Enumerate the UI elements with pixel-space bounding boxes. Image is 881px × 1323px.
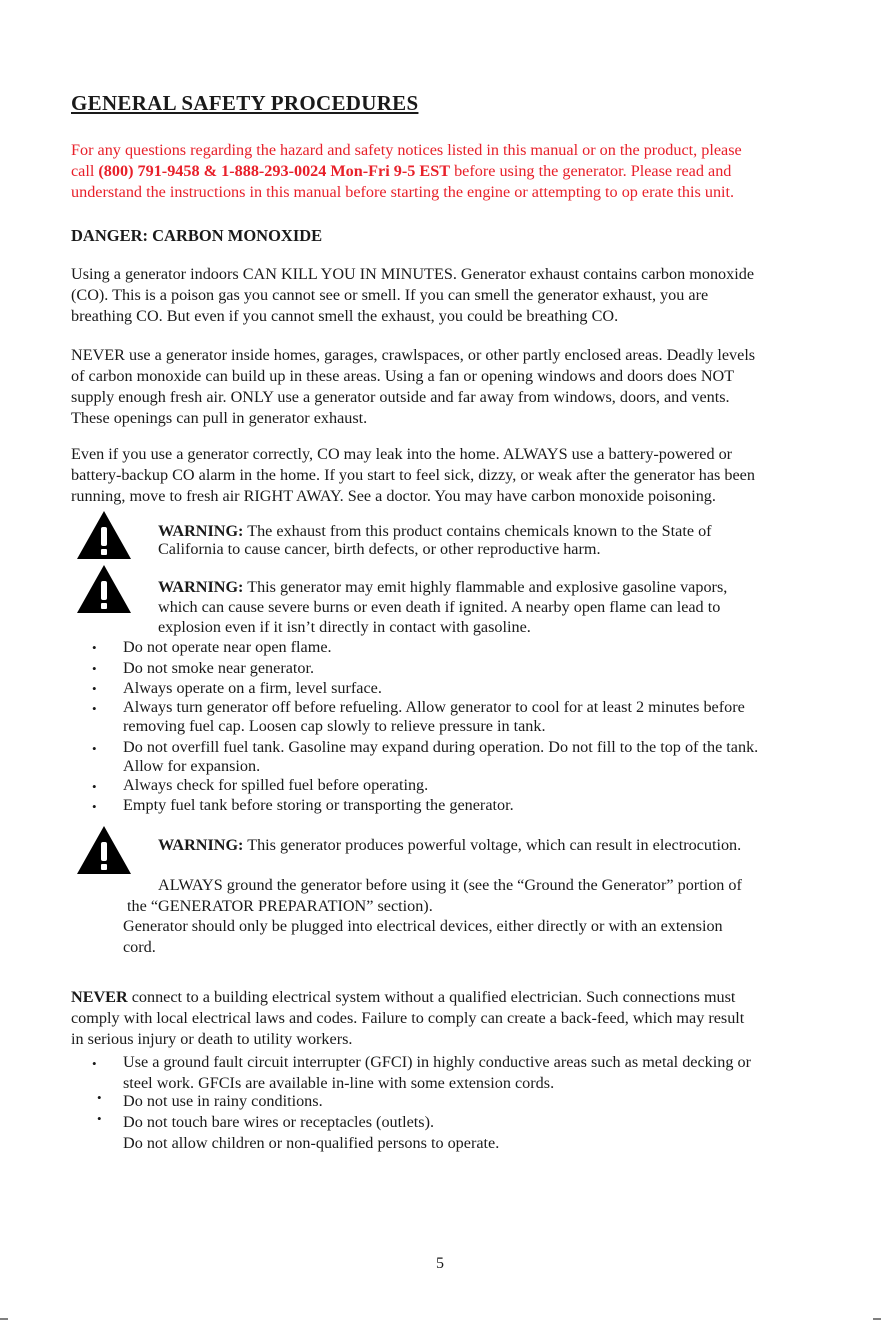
bullet-dot: • (92, 640, 97, 655)
para-2-line-3: supply enough fresh air. ONLY use a generator outside and far away from windows, doors, and vents. (71, 388, 730, 406)
bullet-dot: • (92, 661, 97, 676)
fuel-bullet-2: Do not smoke near generator. (123, 659, 315, 677)
bullet-dot: • (97, 1111, 102, 1126)
para-1-line-2: (CO). This is a poison gas you cannot see or smell. If you can smell the generator exhaust, you are (71, 286, 709, 304)
electric-bullet-3: Do not touch bare wires or receptacles (outlets). (123, 1113, 435, 1131)
electric-bullet-4: Do not allow children or non-qualified persons to operate. (123, 1134, 500, 1152)
bullet-dot: • (97, 1090, 102, 1105)
danger-heading: DANGER: CARBON MONOXIDE (71, 226, 323, 245)
crop-mark (873, 1315, 881, 1323)
warning-2-label: WARNING: (158, 578, 244, 596)
para-2-line-4: These openings can pull in generator exhaust. (71, 409, 368, 427)
bullet-dot: • (92, 779, 97, 794)
warning-3-text: This generator produces powerful voltage, which can result in electrocution. (243, 836, 742, 854)
never-text: connect to a building electrical system without a qualified electrician. Such connections must (127, 988, 736, 1006)
never-bold: NEVER (71, 988, 128, 1006)
never-line-1 (71, 987, 813, 1008)
ground-line-4: cord. (123, 938, 156, 956)
ground-line-2: the “GENERATOR PREPARATION” section). (127, 897, 433, 915)
electric-bullet-1: Use a ground fault circuit interrupter (GFCI) in highly conductive areas such as metal decking or (123, 1053, 751, 1071)
fuel-bullet-3: Always operate on a firm, level surface. (123, 679, 382, 697)
crop-mark (0, 1315, 8, 1323)
electric-bullet-1-cont: steel work. GFCIs are available in-line with some extension cords. (123, 1074, 555, 1092)
warning-1-label: WARNING: (158, 522, 244, 540)
para-3-line-1: Even if you use a generator correctly, CO may leak into the home. ALWAYS use a battery-powered or (71, 445, 733, 463)
para-3-line-2: battery-backup CO alarm in the home. If you start to feel sick, dizzy, or weak after the generator has been (71, 466, 755, 484)
warning-3-line-1 (158, 835, 741, 855)
warning-2-line-1 (158, 577, 727, 597)
bullet-dot: • (92, 799, 97, 814)
warning-2-line-2: which can cause severe burns or even death if ignited. A nearby open flame can lead to (158, 598, 721, 616)
notice-phone-numbers: (800) 791-9458 & 1-888-293-0024 Mon-Fri 9-5 EST (98, 162, 451, 180)
warning-3-label: WARNING: (158, 836, 244, 854)
fuel-bullet-1: Do not operate near open flame. (123, 638, 332, 656)
fuel-bullet-4-cont: removing fuel cap. Loosen cap slowly to relieve pressure in tank. (123, 717, 546, 735)
warning-triangle-icon (76, 510, 132, 560)
ground-line-3: Generator should only be plugged into electrical devices, either directly or with an extension (123, 917, 723, 935)
warning-2-text: This generator may emit highly flammable and explosive gasoline vapors, (243, 578, 728, 596)
para-2-line-1: NEVER use a generator inside homes, garages, crawlspaces, or other partly enclosed areas. Deadly levels (71, 346, 756, 364)
bullet-dot: • (92, 741, 97, 756)
notice-line-1: For any questions regarding the hazard and safety notices listed in this manual or on the product, please (71, 141, 742, 159)
page-number: 5 (436, 1255, 444, 1272)
notice-part2: before using the generator. Please read and (450, 162, 732, 180)
warning-1-line-2: California to cause cancer, birth defects, or other reproductive harm. (158, 540, 601, 558)
fuel-bullet-4: Always turn generator off before refueling. Allow generator to cool for at least 2 minutes before (123, 698, 745, 716)
ground-line-1: ALWAYS ground the generator before using it (see the “Ground the Generator” portion of (158, 876, 742, 894)
fuel-bullet-6: Always check for spilled fuel before operating. (123, 776, 429, 794)
never-line-2: comply with local electrical laws and codes. Failure to comply can create a back-feed, which may result (71, 1009, 745, 1027)
warning-triangle-icon (76, 564, 132, 614)
bullet-dot: • (92, 701, 97, 716)
para-1-line-1: Using a generator indoors CAN KILL YOU IN MINUTES. Generator exhaust contains carbon monoxide (71, 265, 755, 283)
notice-line-2 (71, 161, 813, 182)
notice-call: call (71, 162, 99, 180)
para-3-line-3: running, move to fresh air RIGHT AWAY. See a doctor. You may have carbon monoxide poisoning. (71, 487, 716, 505)
warning-2-line-3: explosion even if it isn’t directly in contact with gasoline. (158, 618, 531, 636)
notice-line-3: understand the instructions in this manual before starting the engine or attempting to op erate this unit. (71, 183, 735, 201)
page-title: GENERAL SAFETY PROCEDURES (71, 91, 419, 115)
para-1-line-3: breathing CO. But even if you cannot smell the exhaust, you could be breathing CO. (71, 307, 619, 325)
never-line-3: in serious injury or death to utility workers. (71, 1030, 353, 1048)
bullet-dot: • (92, 1056, 97, 1071)
fuel-bullet-7: Empty fuel tank before storing or transporting the generator. (123, 796, 514, 814)
warning-triangle-icon (76, 825, 132, 875)
fuel-bullet-5-cont: Allow for expansion. (123, 757, 261, 775)
electric-bullet-2: Do not use in rainy conditions. (123, 1092, 323, 1110)
para-2-line-2: of carbon monoxide can build up in these areas. Using a fan or opening windows and doors does NOT (71, 367, 735, 385)
fuel-bullet-5: Do not overfill fuel tank. Gasoline may expand during operation. Do not fill to the top of the tank. (123, 738, 759, 756)
warning-1-text: The exhaust from this product contains chemicals known to the State of (243, 522, 712, 540)
bullet-dot: • (92, 681, 97, 696)
warning-1-line-1 (158, 521, 712, 541)
